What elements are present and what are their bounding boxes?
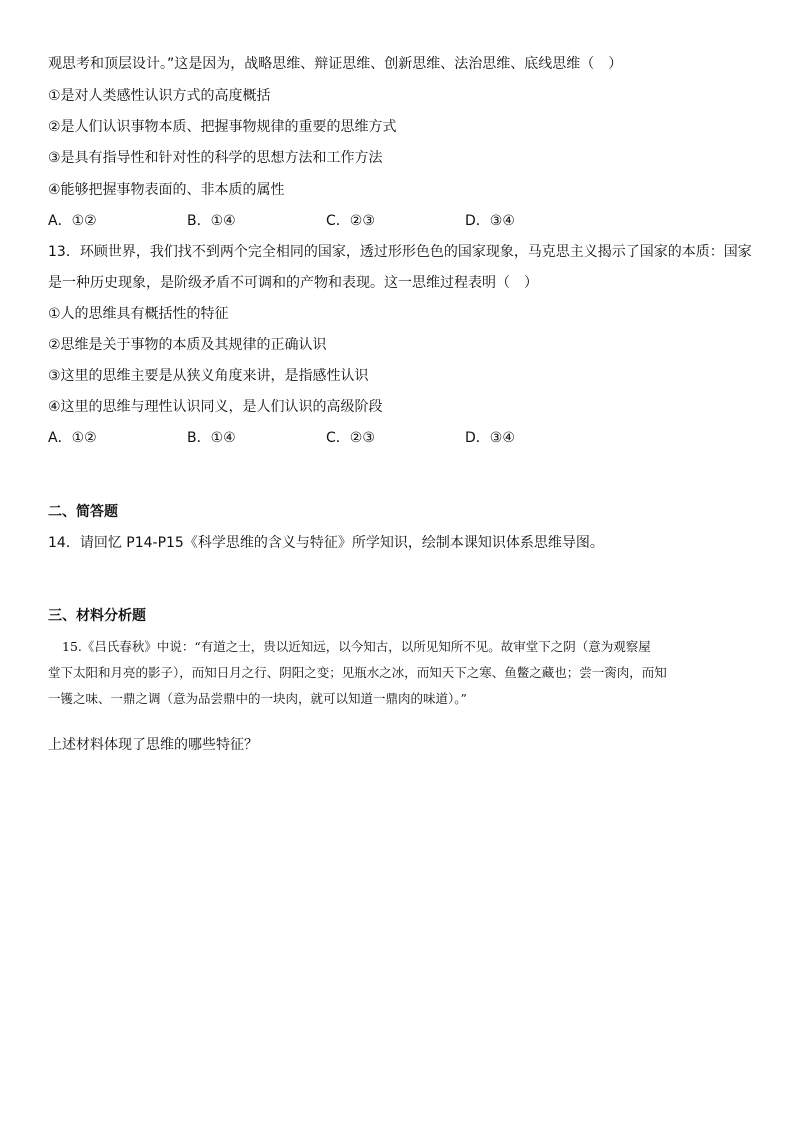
q12-item-4: ④能够把握事物表面的、非本质的属性	[48, 182, 285, 198]
q12-item-1: ①是对人类感性认识方式的高度概括	[48, 88, 271, 104]
q12-option-a[interactable]: A．①②	[48, 213, 97, 229]
q15-material	[48, 634, 748, 712]
q13-item-3: ③这里的思维主要是从狭义角度来讲，是指感性认识	[48, 368, 369, 384]
q12-item-2: ②是人们认识事物本质、把握事物规律的重要的思维方式	[48, 119, 397, 135]
q12-option-b[interactable]: B．①④	[187, 213, 236, 229]
q13-item-4: ④这里的思维与理性认识同义，是人们认识的高级阶段	[48, 399, 383, 415]
q12-option-c[interactable]: C．②③	[326, 213, 375, 229]
q15-question: 上述材料体现了思维的哪些特征？	[48, 737, 258, 753]
q13-option-a[interactable]: A．①②	[48, 430, 97, 446]
q13-option-c[interactable]: C．②③	[326, 430, 375, 446]
q12-stem: 观思考和顶层设计。”这是因为，战略思维、辩证思维、创新思维、法治思维、底线思维（ ）	[48, 56, 623, 72]
section-heading-material-analysis: 三、材料分析题	[48, 608, 146, 624]
q12-item-3: ③是具有指导性和针对性的科学的思想方法和工作方法	[48, 150, 383, 166]
q13-option-d[interactable]: D．③④	[465, 430, 515, 446]
q12-options	[48, 211, 608, 231]
q13-stem-line1: 13．环顾世界，我们找不到两个完全相同的国家，透过形形色色的国家现象，马克思主义揭示了国家的本质：国家	[48, 244, 752, 260]
q13-item-2: ②思维是关于事物的本质及其规律的正确认识	[48, 337, 327, 353]
q15-line-2: 堂下太阳和月亮的影子），而知日月之行、阴阳之变；见瓶水之冰，而知天下之寒、鱼鳖之藏也；尝一脔肉，而知	[48, 665, 667, 680]
q15-line-3: 一镬之味、一鼎之调（意为品尝鼎中的一块肉，就可以知道一鼎肉的味道）。”	[48, 691, 467, 706]
q13-item-1: ①人的思维具有概括性的特征	[48, 306, 229, 322]
q13-options	[48, 428, 608, 448]
q13-option-b[interactable]: B．①④	[187, 430, 236, 446]
q12-option-d[interactable]: D．③④	[465, 213, 515, 229]
q15-line-1: 15.《吕氏春秋》中说：“有道之士，贵以近知远，以今知古，以所见知所不见。故审堂下之阴（意为观察屋	[62, 639, 651, 654]
q13-stem-line2: 是一种历史现象，是阶级矛盾不可调和的产物和表现。这一思维过程表明（ ）	[48, 275, 538, 291]
section-heading-short-answer: 二、简答题	[48, 504, 118, 520]
q14-text: 14．请回忆 P14-P15《科学思维的含义与特征》所学知识，绘制本课知识体系思维导图。	[48, 535, 604, 551]
